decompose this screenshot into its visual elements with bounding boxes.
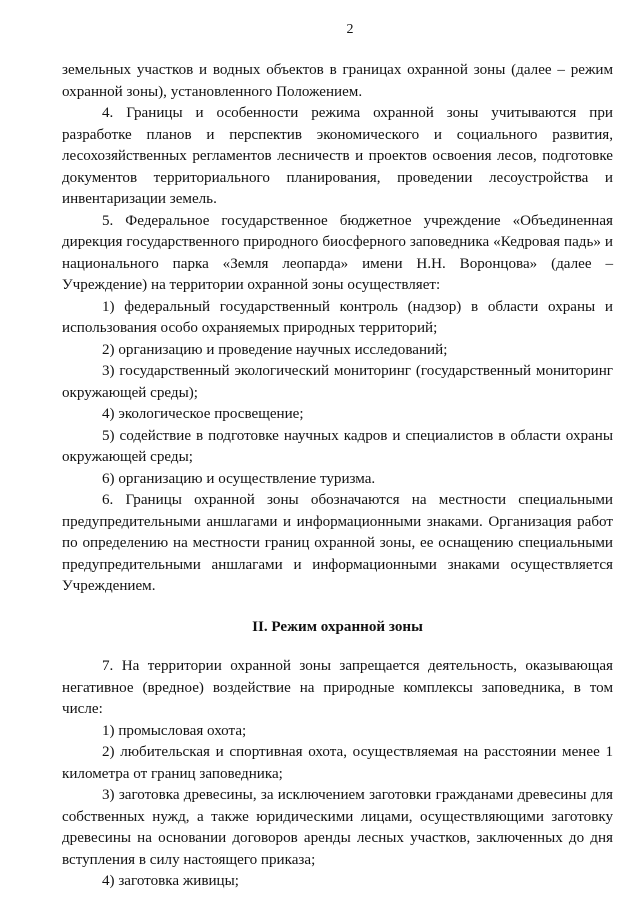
list-item-commercial-hunting: 1) промысловая охота; (102, 722, 247, 739)
list-item-education: 4) экологическое просвещение; (102, 406, 304, 422)
list-item-tourism: 6) организацию и осуществление туризма. (102, 470, 376, 487)
list-item-research: 2) организацию и проведение научных исследований; (102, 341, 448, 358)
paragraph-item-7: 7. На территории охранной зоны запрещается деятельность, оказывающая негативное (вредное) воздействие на природные комплексы заповедника, в том числе: (62, 658, 613, 717)
list-item-timber-harvesting: 3) заготовка древесины, за исключением заготовки гражданами древесины для собственных нужд, а также юридическими лицами, осуществляющими заготовку древесины на основании договоров аренды лесных участков, заключенных до дня вступления в силу настоящего приказа; (62, 787, 613, 868)
list-item-federal-control: 1) федеральный государственный контроль (надзор) в области охраны и использования особо охраняемых природных территорий; (62, 298, 613, 336)
list-item-sport-hunting: 2) любительская и спортивная охота, осуществляемая на расстоянии менее 1 километра от границ заповедника; (62, 744, 613, 782)
paragraph-item-6: 6. Границы охранной зоны обозначаются на местности специальными предупредительными аншлагами и информационными знаками. Организация работ по определению на местности границ охранной зоны, ее оснащению специальными предупредительными аншлагами и информационными знаками осуществляется Учреждением. (62, 492, 613, 594)
paragraph-continuation: земельных участков и водных объектов в границах охранной зоны (далее – режим охранной зоны), установленного Положением. (62, 62, 613, 100)
section-heading: II. Режим охранной зоны (252, 618, 423, 635)
list-item-monitoring: 3) государственный экологический мониторинг (государственный мониторинг окружающей среды); (62, 363, 613, 401)
list-item-training: 5) содействие в подготовке научных кадров и специалистов в области охраны окружающей среды; (62, 427, 613, 465)
paragraph-item-4: 4. Границы и особенности режима охранной зоны учитываются при разработке планов и перспектив экономического и социального развития, лесохозяйственных регламентов лесничеств и проектов освоения лесов, подготовке документов территориального планирования, проведении лесоустройства и инвентаризации земель. (62, 105, 613, 207)
page-number: 2 (346, 22, 354, 37)
list-item-resin-harvesting: 4) заготовка живицы; (102, 873, 239, 889)
document-body (62, 60, 613, 893)
paragraph-item-5: 5. Федеральное государственное бюджетное учреждение «Объединенная дирекция государственного природного биосферного заповедника «Кедровая падь» и национального парка «Земля леопарда» имени Н.Н. Воронцова» (далее – Учреждение) на территории охранной зоны осуществляет: (62, 212, 613, 293)
